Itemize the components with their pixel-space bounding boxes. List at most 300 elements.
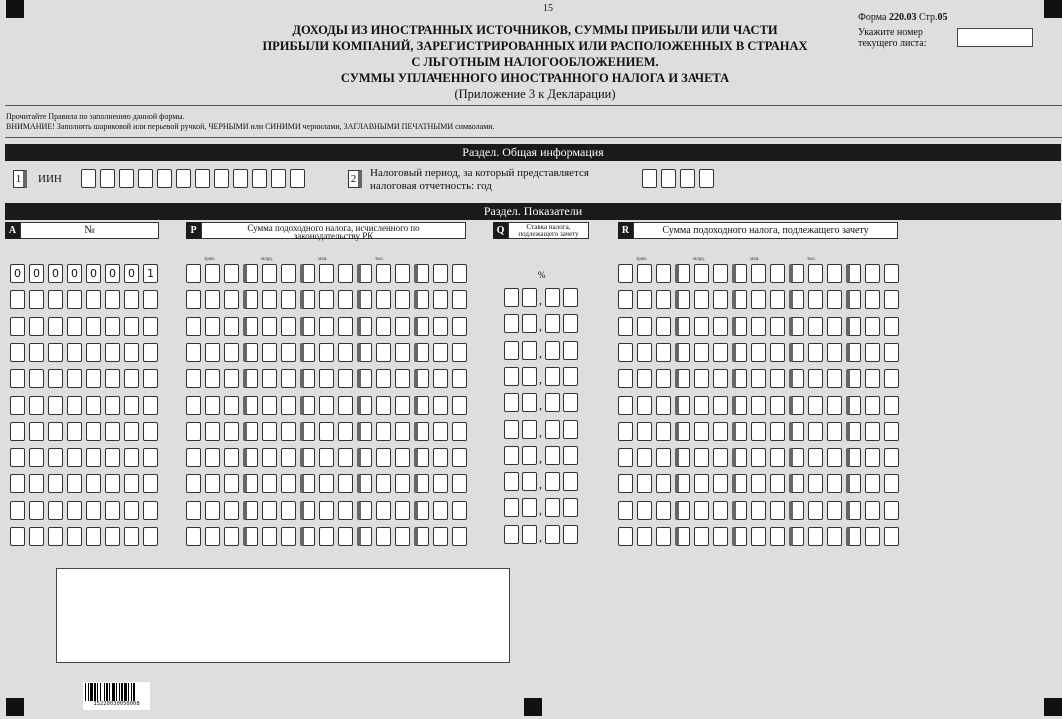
- tax-credit-cell[interactable]: [694, 422, 709, 441]
- tax-credit-cell[interactable]: [732, 422, 747, 441]
- row-number-cell[interactable]: [143, 369, 158, 388]
- tax-credit-cell[interactable]: [865, 317, 880, 336]
- tax-calculated-cell[interactable]: [338, 448, 353, 467]
- tax-credit-cell[interactable]: [884, 343, 899, 362]
- tax-calculated-cell[interactable]: [452, 422, 467, 441]
- row-number-cell[interactable]: [48, 527, 63, 546]
- tax-credit-cell[interactable]: [808, 422, 823, 441]
- tax-credit-cell[interactable]: [694, 527, 709, 546]
- tax-calculated-cell[interactable]: [376, 396, 391, 415]
- tax-calculated-cell[interactable]: [281, 369, 296, 388]
- tax-rate-cell[interactable]: [563, 367, 578, 386]
- tax-credit-cell[interactable]: [713, 396, 728, 415]
- tax-credit-cell[interactable]: [751, 527, 766, 546]
- tax-calculated-cell[interactable]: [338, 396, 353, 415]
- tax-calculated-cell[interactable]: [186, 396, 201, 415]
- tax-credit-cell[interactable]: [789, 422, 804, 441]
- tax-calculated-cell[interactable]: [186, 317, 201, 336]
- row-number-cell[interactable]: [143, 527, 158, 546]
- year-digit-cell[interactable]: [680, 169, 695, 188]
- tax-rate-cell[interactable]: [522, 525, 537, 544]
- tax-credit-cell[interactable]: [637, 343, 652, 362]
- tax-credit-cell[interactable]: [675, 474, 690, 493]
- tax-credit-cell[interactable]: [656, 474, 671, 493]
- tax-credit-cell[interactable]: [865, 343, 880, 362]
- tax-rate-cell[interactable]: [522, 498, 537, 517]
- tax-calculated-cell[interactable]: [281, 448, 296, 467]
- tax-credit-cell[interactable]: [846, 501, 861, 520]
- iin-digit-cell[interactable]: [81, 169, 96, 188]
- tax-calculated-cell[interactable]: [452, 448, 467, 467]
- tax-calculated-cell[interactable]: [262, 264, 277, 283]
- tax-calculated-cell[interactable]: [319, 396, 334, 415]
- tax-calculated-cell[interactable]: [205, 264, 220, 283]
- tax-calculated-cell[interactable]: [452, 527, 467, 546]
- row-number-cell[interactable]: [105, 343, 120, 362]
- tax-calculated-cell[interactable]: [186, 448, 201, 467]
- tax-credit-cell[interactable]: [770, 396, 785, 415]
- tax-credit-cell[interactable]: [865, 290, 880, 309]
- tax-credit-cell[interactable]: [637, 422, 652, 441]
- tax-calculated-cell[interactable]: [452, 396, 467, 415]
- tax-credit-cell[interactable]: [751, 369, 766, 388]
- tax-credit-cell[interactable]: [808, 264, 823, 283]
- tax-calculated-cell[interactable]: [205, 343, 220, 362]
- tax-credit-cell[interactable]: [789, 369, 804, 388]
- row-number-cell[interactable]: [10, 474, 25, 493]
- tax-credit-cell[interactable]: [865, 396, 880, 415]
- row-number-cell[interactable]: 0: [10, 264, 25, 283]
- tax-calculated-cell[interactable]: [414, 290, 429, 309]
- tax-calculated-cell[interactable]: [224, 264, 239, 283]
- row-number-cell[interactable]: [105, 290, 120, 309]
- tax-credit-cell[interactable]: [713, 527, 728, 546]
- tax-calculated-cell[interactable]: [205, 448, 220, 467]
- tax-rate-cell[interactable]: [563, 341, 578, 360]
- tax-credit-cell[interactable]: [713, 343, 728, 362]
- tax-calculated-cell[interactable]: [433, 343, 448, 362]
- row-number-cell[interactable]: [124, 317, 139, 336]
- tax-credit-cell[interactable]: [694, 290, 709, 309]
- tax-calculated-cell[interactable]: [357, 527, 372, 546]
- tax-credit-cell[interactable]: [694, 396, 709, 415]
- tax-calculated-cell[interactable]: [395, 317, 410, 336]
- tax-credit-cell[interactable]: [827, 422, 842, 441]
- tax-calculated-cell[interactable]: [186, 264, 201, 283]
- tax-credit-cell[interactable]: [713, 369, 728, 388]
- row-number-cell[interactable]: [124, 290, 139, 309]
- tax-rate-cell[interactable]: [522, 367, 537, 386]
- iin-digit-cell[interactable]: [252, 169, 267, 188]
- tax-credit-cell[interactable]: [884, 317, 899, 336]
- row-number-cell[interactable]: [29, 396, 44, 415]
- tax-rate-cell[interactable]: [545, 446, 560, 465]
- tax-rate-cell[interactable]: [563, 498, 578, 517]
- tax-calculated-cell[interactable]: [224, 396, 239, 415]
- tax-calculated-cell[interactable]: [243, 343, 258, 362]
- tax-calculated-cell[interactable]: [281, 343, 296, 362]
- tax-credit-cell[interactable]: [808, 448, 823, 467]
- tax-calculated-cell[interactable]: [319, 527, 334, 546]
- tax-credit-cell[interactable]: [846, 264, 861, 283]
- tax-calculated-cell[interactable]: [319, 264, 334, 283]
- tax-credit-cell[interactable]: [751, 448, 766, 467]
- row-number-cell[interactable]: [10, 527, 25, 546]
- tax-calculated-cell[interactable]: [357, 317, 372, 336]
- tax-calculated-cell[interactable]: [376, 527, 391, 546]
- row-number-cell[interactable]: [48, 501, 63, 520]
- tax-calculated-cell[interactable]: [414, 474, 429, 493]
- tax-calculated-cell[interactable]: [319, 343, 334, 362]
- tax-calculated-cell[interactable]: [452, 290, 467, 309]
- row-number-cell[interactable]: [86, 474, 101, 493]
- tax-calculated-cell[interactable]: [395, 369, 410, 388]
- tax-calculated-cell[interactable]: [357, 369, 372, 388]
- tax-credit-cell[interactable]: [637, 290, 652, 309]
- tax-calculated-cell[interactable]: [281, 396, 296, 415]
- tax-calculated-cell[interactable]: [205, 396, 220, 415]
- row-number-cell[interactable]: [105, 422, 120, 441]
- tax-rate-cell[interactable]: [504, 288, 519, 307]
- row-number-cell[interactable]: [124, 527, 139, 546]
- tax-calculated-cell[interactable]: [338, 290, 353, 309]
- tax-calculated-cell[interactable]: [186, 422, 201, 441]
- row-number-cell[interactable]: [48, 290, 63, 309]
- tax-calculated-cell[interactable]: [414, 317, 429, 336]
- row-number-cell[interactable]: [143, 474, 158, 493]
- tax-calculated-cell[interactable]: [395, 343, 410, 362]
- tax-calculated-cell[interactable]: [395, 290, 410, 309]
- tax-credit-cell[interactable]: [808, 396, 823, 415]
- sheet-number-input[interactable]: [957, 28, 1033, 47]
- tax-calculated-cell[interactable]: [186, 343, 201, 362]
- tax-calculated-cell[interactable]: [357, 264, 372, 283]
- tax-credit-cell[interactable]: [827, 448, 842, 467]
- tax-calculated-cell[interactable]: [281, 290, 296, 309]
- row-number-cell[interactable]: [48, 448, 63, 467]
- tax-credit-cell[interactable]: [751, 343, 766, 362]
- tax-calculated-cell[interactable]: [433, 501, 448, 520]
- tax-credit-cell[interactable]: [618, 290, 633, 309]
- iin-digit-cell[interactable]: [100, 169, 115, 188]
- row-number-cell[interactable]: [10, 422, 25, 441]
- tax-credit-cell[interactable]: [789, 317, 804, 336]
- row-number-cell[interactable]: [143, 396, 158, 415]
- tax-credit-cell[interactable]: [675, 501, 690, 520]
- tax-rate-cell[interactable]: [563, 525, 578, 544]
- tax-rate-cell[interactable]: [522, 420, 537, 439]
- row-number-cell[interactable]: [10, 448, 25, 467]
- tax-credit-cell[interactable]: [865, 448, 880, 467]
- tax-credit-cell[interactable]: [770, 474, 785, 493]
- tax-rate-cell[interactable]: [504, 498, 519, 517]
- tax-credit-cell[interactable]: [865, 264, 880, 283]
- year-digit-cell[interactable]: [699, 169, 714, 188]
- tax-rate-cell[interactable]: [504, 525, 519, 544]
- tax-credit-cell[interactable]: [827, 264, 842, 283]
- tax-credit-cell[interactable]: [846, 396, 861, 415]
- row-number-cell[interactable]: [29, 448, 44, 467]
- year-digit-cell[interactable]: [661, 169, 676, 188]
- year-digit-cell[interactable]: [642, 169, 657, 188]
- tax-credit-cell[interactable]: [770, 422, 785, 441]
- tax-credit-cell[interactable]: [770, 527, 785, 546]
- tax-calculated-cell[interactable]: [395, 396, 410, 415]
- row-number-cell[interactable]: [29, 343, 44, 362]
- row-number-cell[interactable]: [10, 317, 25, 336]
- tax-calculated-cell[interactable]: [338, 527, 353, 546]
- row-number-cell[interactable]: [48, 317, 63, 336]
- tax-credit-cell[interactable]: [808, 317, 823, 336]
- tax-rate-cell[interactable]: [545, 525, 560, 544]
- tax-credit-cell[interactable]: [751, 290, 766, 309]
- tax-credit-cell[interactable]: [827, 343, 842, 362]
- tax-calculated-cell[interactable]: [243, 422, 258, 441]
- tax-credit-cell[interactable]: [789, 501, 804, 520]
- iin-digit-cell[interactable]: [157, 169, 172, 188]
- tax-calculated-cell[interactable]: [395, 448, 410, 467]
- tax-rate-cell[interactable]: [522, 341, 537, 360]
- tax-calculated-cell[interactable]: [319, 369, 334, 388]
- row-number-cell[interactable]: [48, 396, 63, 415]
- row-number-cell[interactable]: [48, 474, 63, 493]
- tax-credit-cell[interactable]: [732, 474, 747, 493]
- tax-rate-cell[interactable]: [563, 446, 578, 465]
- tax-calculated-cell[interactable]: [395, 501, 410, 520]
- tax-calculated-cell[interactable]: [205, 501, 220, 520]
- row-number-cell[interactable]: [67, 527, 82, 546]
- tax-credit-cell[interactable]: [884, 264, 899, 283]
- tax-credit-cell[interactable]: [618, 422, 633, 441]
- tax-calculated-cell[interactable]: [243, 448, 258, 467]
- tax-credit-cell[interactable]: [789, 343, 804, 362]
- tax-credit-cell[interactable]: [846, 527, 861, 546]
- tax-rate-cell[interactable]: [522, 446, 537, 465]
- tax-calculated-cell[interactable]: [414, 369, 429, 388]
- tax-credit-cell[interactable]: [618, 317, 633, 336]
- row-number-cell[interactable]: [143, 290, 158, 309]
- tax-credit-cell[interactable]: [637, 501, 652, 520]
- tax-credit-cell[interactable]: [751, 396, 766, 415]
- tax-credit-cell[interactable]: [827, 474, 842, 493]
- tax-calculated-cell[interactable]: [319, 448, 334, 467]
- tax-credit-cell[interactable]: [789, 448, 804, 467]
- tax-calculated-cell[interactable]: [376, 343, 391, 362]
- tax-credit-cell[interactable]: [884, 527, 899, 546]
- tax-credit-cell[interactable]: [846, 369, 861, 388]
- tax-credit-cell[interactable]: [618, 448, 633, 467]
- tax-calculated-cell[interactable]: [243, 527, 258, 546]
- tax-rate-cell[interactable]: [545, 288, 560, 307]
- tax-calculated-cell[interactable]: [281, 527, 296, 546]
- row-number-cell[interactable]: [10, 343, 25, 362]
- tax-calculated-cell[interactable]: [243, 474, 258, 493]
- tax-calculated-cell[interactable]: [224, 290, 239, 309]
- tax-credit-cell[interactable]: [618, 396, 633, 415]
- tax-calculated-cell[interactable]: [319, 501, 334, 520]
- tax-calculated-cell[interactable]: [262, 474, 277, 493]
- iin-digit-cell[interactable]: [271, 169, 286, 188]
- tax-credit-cell[interactable]: [637, 448, 652, 467]
- tax-calculated-cell[interactable]: [452, 369, 467, 388]
- tax-calculated-cell[interactable]: [357, 422, 372, 441]
- tax-calculated-cell[interactable]: [224, 422, 239, 441]
- tax-credit-cell[interactable]: [675, 264, 690, 283]
- row-number-cell[interactable]: [105, 474, 120, 493]
- tax-credit-cell[interactable]: [732, 396, 747, 415]
- tax-credit-cell[interactable]: [770, 501, 785, 520]
- tax-credit-cell[interactable]: [656, 264, 671, 283]
- tax-credit-cell[interactable]: [618, 369, 633, 388]
- tax-rate-cell[interactable]: [563, 393, 578, 412]
- row-number-cell[interactable]: [143, 317, 158, 336]
- row-number-cell[interactable]: [29, 527, 44, 546]
- tax-credit-cell[interactable]: [675, 396, 690, 415]
- tax-credit-cell[interactable]: [846, 317, 861, 336]
- tax-rate-cell[interactable]: [504, 314, 519, 333]
- tax-calculated-cell[interactable]: [414, 264, 429, 283]
- tax-calculated-cell[interactable]: [338, 343, 353, 362]
- tax-credit-cell[interactable]: [713, 317, 728, 336]
- tax-credit-cell[interactable]: [808, 369, 823, 388]
- tax-credit-cell[interactable]: [694, 501, 709, 520]
- tax-calculated-cell[interactable]: [224, 474, 239, 493]
- row-number-cell[interactable]: [124, 396, 139, 415]
- tax-rate-cell[interactable]: [504, 472, 519, 491]
- tax-calculated-cell[interactable]: [186, 369, 201, 388]
- tax-credit-cell[interactable]: [865, 527, 880, 546]
- tax-credit-cell[interactable]: [827, 527, 842, 546]
- tax-calculated-cell[interactable]: [357, 474, 372, 493]
- iin-digit-cell[interactable]: [233, 169, 248, 188]
- tax-credit-cell[interactable]: [770, 369, 785, 388]
- tax-calculated-cell[interactable]: [433, 448, 448, 467]
- tax-calculated-cell[interactable]: [300, 474, 315, 493]
- tax-credit-cell[interactable]: [846, 448, 861, 467]
- tax-calculated-cell[interactable]: [262, 501, 277, 520]
- row-number-cell[interactable]: [48, 422, 63, 441]
- tax-calculated-cell[interactable]: [338, 474, 353, 493]
- iin-digit-cell[interactable]: [290, 169, 305, 188]
- tax-calculated-cell[interactable]: [414, 527, 429, 546]
- tax-rate-cell[interactable]: [563, 472, 578, 491]
- iin-digit-cell[interactable]: [138, 169, 153, 188]
- tax-credit-cell[interactable]: [713, 264, 728, 283]
- tax-credit-cell[interactable]: [694, 369, 709, 388]
- tax-credit-cell[interactable]: [732, 290, 747, 309]
- tax-calculated-cell[interactable]: [452, 317, 467, 336]
- tax-credit-cell[interactable]: [789, 396, 804, 415]
- tax-credit-cell[interactable]: [808, 290, 823, 309]
- tax-credit-cell[interactable]: [618, 501, 633, 520]
- tax-calculated-cell[interactable]: [281, 264, 296, 283]
- row-number-cell[interactable]: [67, 448, 82, 467]
- tax-calculated-cell[interactable]: [243, 396, 258, 415]
- tax-credit-cell[interactable]: [694, 343, 709, 362]
- tax-credit-cell[interactable]: [675, 422, 690, 441]
- tax-calculated-cell[interactable]: [414, 448, 429, 467]
- row-number-cell[interactable]: [105, 396, 120, 415]
- row-number-cell[interactable]: [10, 396, 25, 415]
- tax-rate-cell[interactable]: [545, 498, 560, 517]
- row-number-cell[interactable]: [67, 396, 82, 415]
- tax-credit-cell[interactable]: [656, 501, 671, 520]
- tax-calculated-cell[interactable]: [262, 369, 277, 388]
- row-number-cell[interactable]: 0: [124, 264, 139, 283]
- tax-calculated-cell[interactable]: [186, 501, 201, 520]
- row-number-cell[interactable]: [105, 527, 120, 546]
- row-number-cell[interactable]: [10, 369, 25, 388]
- tax-credit-cell[interactable]: [637, 369, 652, 388]
- row-number-cell[interactable]: 0: [105, 264, 120, 283]
- tax-credit-cell[interactable]: [827, 317, 842, 336]
- row-number-cell[interactable]: [124, 422, 139, 441]
- tax-credit-cell[interactable]: [789, 474, 804, 493]
- tax-credit-cell[interactable]: [789, 290, 804, 309]
- tax-credit-cell[interactable]: [808, 527, 823, 546]
- tax-calculated-cell[interactable]: [376, 290, 391, 309]
- tax-calculated-cell[interactable]: [319, 290, 334, 309]
- row-number-cell[interactable]: 0: [67, 264, 82, 283]
- tax-credit-cell[interactable]: [656, 317, 671, 336]
- tax-credit-cell[interactable]: [884, 501, 899, 520]
- tax-calculated-cell[interactable]: [433, 290, 448, 309]
- tax-credit-cell[interactable]: [732, 501, 747, 520]
- tax-rate-cell[interactable]: [545, 420, 560, 439]
- tax-credit-cell[interactable]: [675, 290, 690, 309]
- tax-credit-cell[interactable]: [637, 264, 652, 283]
- tax-credit-cell[interactable]: [770, 317, 785, 336]
- tax-calculated-cell[interactable]: [376, 448, 391, 467]
- tax-credit-cell[interactable]: [865, 474, 880, 493]
- tax-rate-cell[interactable]: [522, 314, 537, 333]
- tax-calculated-cell[interactable]: [186, 527, 201, 546]
- row-number-cell[interactable]: 1: [143, 264, 158, 283]
- tax-credit-cell[interactable]: [713, 422, 728, 441]
- tax-calculated-cell[interactable]: [433, 422, 448, 441]
- tax-calculated-cell[interactable]: [224, 343, 239, 362]
- tax-credit-cell[interactable]: [827, 369, 842, 388]
- tax-calculated-cell[interactable]: [357, 343, 372, 362]
- row-number-cell[interactable]: [67, 474, 82, 493]
- tax-credit-cell[interactable]: [637, 396, 652, 415]
- tax-credit-cell[interactable]: [827, 501, 842, 520]
- tax-calculated-cell[interactable]: [300, 396, 315, 415]
- tax-credit-cell[interactable]: [713, 290, 728, 309]
- tax-calculated-cell[interactable]: [205, 317, 220, 336]
- tax-credit-cell[interactable]: [808, 343, 823, 362]
- tax-credit-cell[interactable]: [618, 474, 633, 493]
- tax-calculated-cell[interactable]: [224, 527, 239, 546]
- tax-rate-cell[interactable]: [545, 472, 560, 491]
- tax-credit-cell[interactable]: [751, 474, 766, 493]
- tax-calculated-cell[interactable]: [452, 264, 467, 283]
- tax-calculated-cell[interactable]: [300, 448, 315, 467]
- tax-calculated-cell[interactable]: [357, 501, 372, 520]
- tax-credit-cell[interactable]: [732, 264, 747, 283]
- tax-credit-cell[interactable]: [865, 422, 880, 441]
- tax-calculated-cell[interactable]: [224, 501, 239, 520]
- tax-credit-cell[interactable]: [656, 369, 671, 388]
- tax-calculated-cell[interactable]: [338, 422, 353, 441]
- tax-calculated-cell[interactable]: [433, 396, 448, 415]
- row-number-cell[interactable]: [86, 290, 101, 309]
- tax-calculated-cell[interactable]: [205, 369, 220, 388]
- row-number-cell[interactable]: [124, 343, 139, 362]
- tax-calculated-cell[interactable]: [300, 527, 315, 546]
- tax-rate-cell[interactable]: [504, 420, 519, 439]
- row-number-cell[interactable]: [67, 501, 82, 520]
